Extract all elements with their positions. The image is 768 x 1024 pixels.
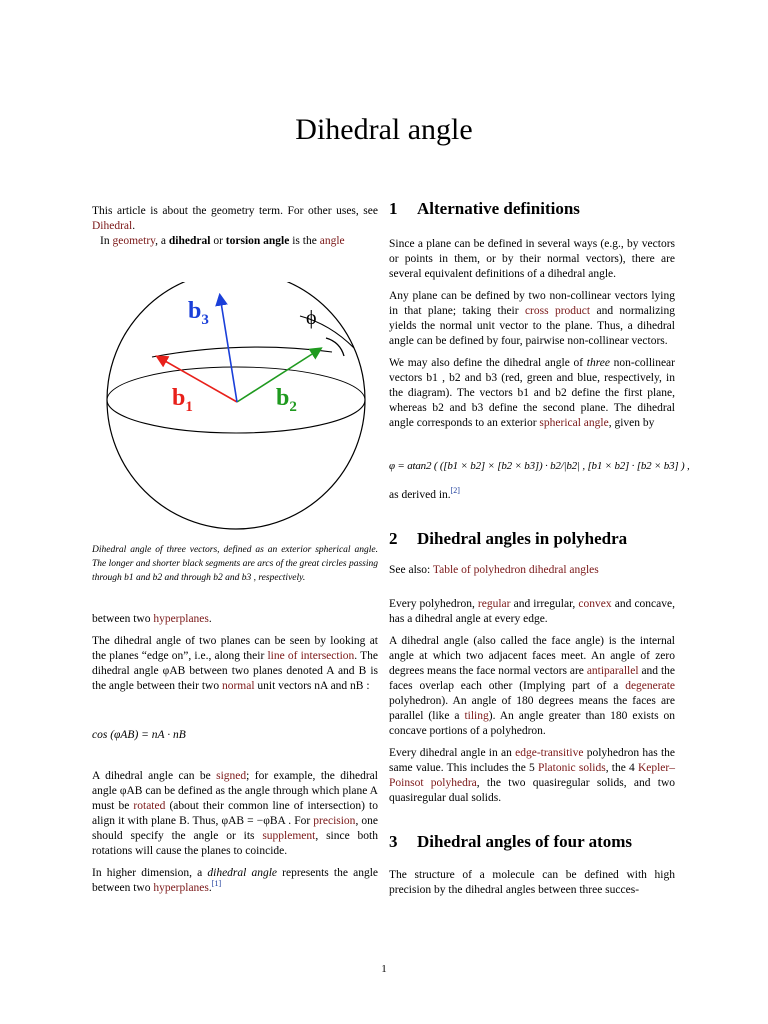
section-2-heading	[389, 529, 675, 549]
paragraph-higher-dimension	[92, 866, 378, 896]
link-antiparallel[interactable]: antiparallel	[586, 665, 639, 677]
link-kepler-poinsot[interactable]: Kepler–Poinsot polyhedra	[389, 762, 675, 789]
s2-p2-text-d: ). An angle greater than 180 exists on concave portions of a polyhedron.	[389, 710, 675, 737]
s1-p2-text-a: Any plane can be defined by two non-collinear vectors lying in that plane; taking their	[389, 290, 675, 317]
link-convex[interactable]: convex	[578, 598, 612, 610]
link-supplement[interactable]: supplement	[262, 830, 316, 842]
equation-atan2: φ = atan2 ( ([b1 × b2] × [b2 × b3]) · b2/|b2| , [b1 × b2] · [b2 × b3] ) ,	[389, 460, 690, 472]
between-text: between two	[92, 613, 154, 625]
page-title: Dihedral angle	[295, 113, 473, 146]
link-tiling[interactable]: tiling	[464, 710, 489, 722]
s2-paragraph-3	[389, 746, 675, 806]
link-precision[interactable]: precision	[313, 815, 356, 827]
link-spherical-angle[interactable]: spherical angle	[539, 417, 609, 429]
link-rotated[interactable]: rotated	[133, 800, 166, 812]
intro-text-c: or	[210, 235, 226, 247]
hatnote	[92, 204, 378, 234]
section-1-title: Alternative definitions	[417, 199, 580, 218]
s3-paragraph-1: The structure of a molecule can be defined with high precision by the dihedral angles between three succes-	[389, 869, 675, 896]
s1-p2-text-b: and normalizing yields the normal unit vector to the plane. Thus, a dihedral angle can be defined by four, pairwise non-collinear vectors.	[389, 305, 676, 347]
citation-1[interactable]: [1]	[211, 879, 222, 889]
link-polyhedron-dihedral-table[interactable]: Table of polyhedron dihedral angles	[432, 564, 599, 576]
left-column-lower	[92, 543, 378, 903]
term-dihedral: dihedral	[168, 235, 211, 247]
equator-front	[107, 400, 365, 433]
figure-caption: Dihedral angle of three vectors, defined as an exterior spherical angle. The longer and shorter black segments are arcs of the great circles passing through b1 and b2 and through b2 and b3 , respectively.	[92, 545, 378, 583]
term-torsion-angle: torsion angle	[225, 235, 290, 247]
s2-p1-text-a: Every polyhedron,	[389, 598, 478, 610]
s1-paragraph-1: Since a plane can be defined in several ways (e.g., by vectors or points in them, or by their normal vectors), there are several equivalent definitions of a dihedral angle.	[389, 238, 675, 280]
s2-p1-text-c: and concave, has a dihedral angle at every edge.	[389, 598, 675, 625]
left-column	[92, 204, 378, 256]
between-hyperplanes	[92, 612, 378, 627]
section-3-number: 3	[389, 832, 398, 851]
intro-paragraph	[92, 234, 378, 249]
section-3-title: Dihedral angles of four atoms	[417, 832, 633, 851]
link-hyperplanes-1[interactable]: hyperplanes	[153, 613, 209, 625]
p2-text-b: . The dihedral angle φAB between two planes denoted A and B is the angle between their two	[92, 650, 378, 692]
p2-text-c: unit vectors nA and nB :	[254, 680, 370, 692]
p4-emphasis: dihedral angle	[207, 867, 278, 879]
b3-vector	[220, 296, 237, 402]
s2-p3-text-d: , the two quasiregular solids, and two quasiregular dual solids.	[389, 777, 675, 804]
link-hyperplanes-2[interactable]: hyperplanes	[153, 882, 209, 894]
link-regular[interactable]: regular	[477, 598, 511, 610]
p4-text-c: .	[208, 882, 212, 894]
p3-text-a: A dihedral angle can be	[92, 770, 217, 782]
s2-p3-text-c: , the 4	[605, 762, 638, 774]
p3-text-d: , one should specify the angle or its	[92, 815, 379, 842]
citation-2[interactable]: [2]	[450, 486, 460, 496]
phi-arc	[326, 338, 344, 356]
link-signed[interactable]: signed	[216, 770, 247, 782]
section-2-number: 2	[389, 529, 398, 548]
link-degenerate[interactable]: degenerate	[625, 680, 675, 692]
section-3-heading	[389, 832, 675, 852]
s2-paragraph-2	[389, 634, 675, 739]
section-1-heading	[389, 199, 675, 219]
between-end: .	[208, 613, 212, 625]
link-platonic-solids[interactable]: Platonic solids	[537, 762, 606, 774]
page-number: 1	[381, 963, 387, 975]
see-also	[389, 563, 675, 578]
right-column	[389, 199, 690, 905]
p3-text-b: ; for example, the dihedral angle φAB can be defined as the angle through which plane A must be	[92, 770, 378, 812]
hatnote-end: .	[132, 220, 136, 232]
s2-p3-text-a: Every dihedral angle in an	[389, 747, 516, 759]
link-angle[interactable]: angle	[319, 235, 345, 247]
s2-p2-text-b: and the faces overlap each other (Implying part of a	[389, 665, 675, 692]
link-edge-transitive[interactable]: edge-transitive	[515, 747, 584, 759]
link-cross-product[interactable]: cross product	[524, 305, 591, 317]
paragraph-signed	[92, 769, 378, 859]
p2-text-a: The dihedral angle of two planes can be seen by looking at the planes “edge on”, i.e., along their	[92, 635, 378, 662]
b3-label: $b_3$	[188, 298, 209, 328]
p4-text-b: represents the angle between two	[92, 867, 378, 894]
link-line-of-intersection[interactable]: line of intersection	[267, 650, 355, 662]
s2-p2-text-a: A dihedral angle (also called the face angle) is the internal angle at which two adjacent faces meet. An angle of zero degrees means the face normal vectors are	[389, 635, 675, 677]
great-circle-arc-long	[152, 347, 332, 357]
s1-paragraph-2	[389, 289, 675, 349]
s1-paragraph-4	[389, 488, 675, 503]
equation-cos: cos (φAB) = nA · nB	[92, 729, 186, 741]
see-also-label: See also:	[389, 564, 433, 576]
s1-p4-text: as derived in.	[389, 489, 451, 501]
hatnote-text: This article is about the geometry term. For other uses, see	[92, 205, 378, 217]
sphere-outline	[107, 282, 365, 529]
phi-label: ϕ	[306, 307, 317, 329]
paragraph-edge-on	[92, 634, 378, 694]
s1-p3-text-b: non-collinear vectors b1 , b2 and b3 (red, green and blue, respectively, in the diagram). The vectors b1 and b2 define the first plane, whereas b2 and b3 define the second plane. The dihedral angle corresponds to an exterior	[389, 357, 675, 429]
section-2-title: Dihedral angles in polyhedra	[417, 529, 628, 548]
b1-label: $b_1$	[172, 385, 193, 415]
dihedral-figure	[92, 282, 382, 538]
b1-vector	[158, 357, 237, 402]
s1-p3-emphasis: three	[586, 357, 610, 369]
p3-text-c: (about their common line of intersection) to align it with plane B. Thus, φAB = −φBA . For	[92, 800, 378, 827]
s1-paragraph-3	[389, 356, 675, 431]
s2-p3-text-b: polyhedron has the same value. This includes the 5	[389, 747, 675, 774]
s2-paragraph-1	[389, 597, 675, 627]
intro-text-b: , a	[155, 235, 169, 247]
s1-p3-text-a: We may also define the dihedral angle of	[389, 357, 587, 369]
link-dihedral[interactable]: Dihedral	[92, 220, 133, 232]
s2-p1-text-b: and irregular,	[510, 598, 579, 610]
s2-p2-text-c: polyhedron). An angle of 180 degrees means the faces are parallel (like a	[389, 695, 675, 722]
p4-text-a: In higher dimension, a	[92, 867, 208, 879]
link-normal[interactable]: normal	[221, 680, 255, 692]
b2-label: $b_2$	[276, 385, 297, 415]
intro-text-d: is the	[289, 235, 320, 247]
link-geometry[interactable]: geometry	[112, 235, 156, 247]
intro-text-a: In	[100, 235, 113, 247]
s1-p3-text-c: , given by	[608, 417, 655, 429]
section-1-number: 1	[389, 199, 398, 218]
p3-text-e: , since both rotations will cause the planes to coincide.	[92, 830, 378, 857]
